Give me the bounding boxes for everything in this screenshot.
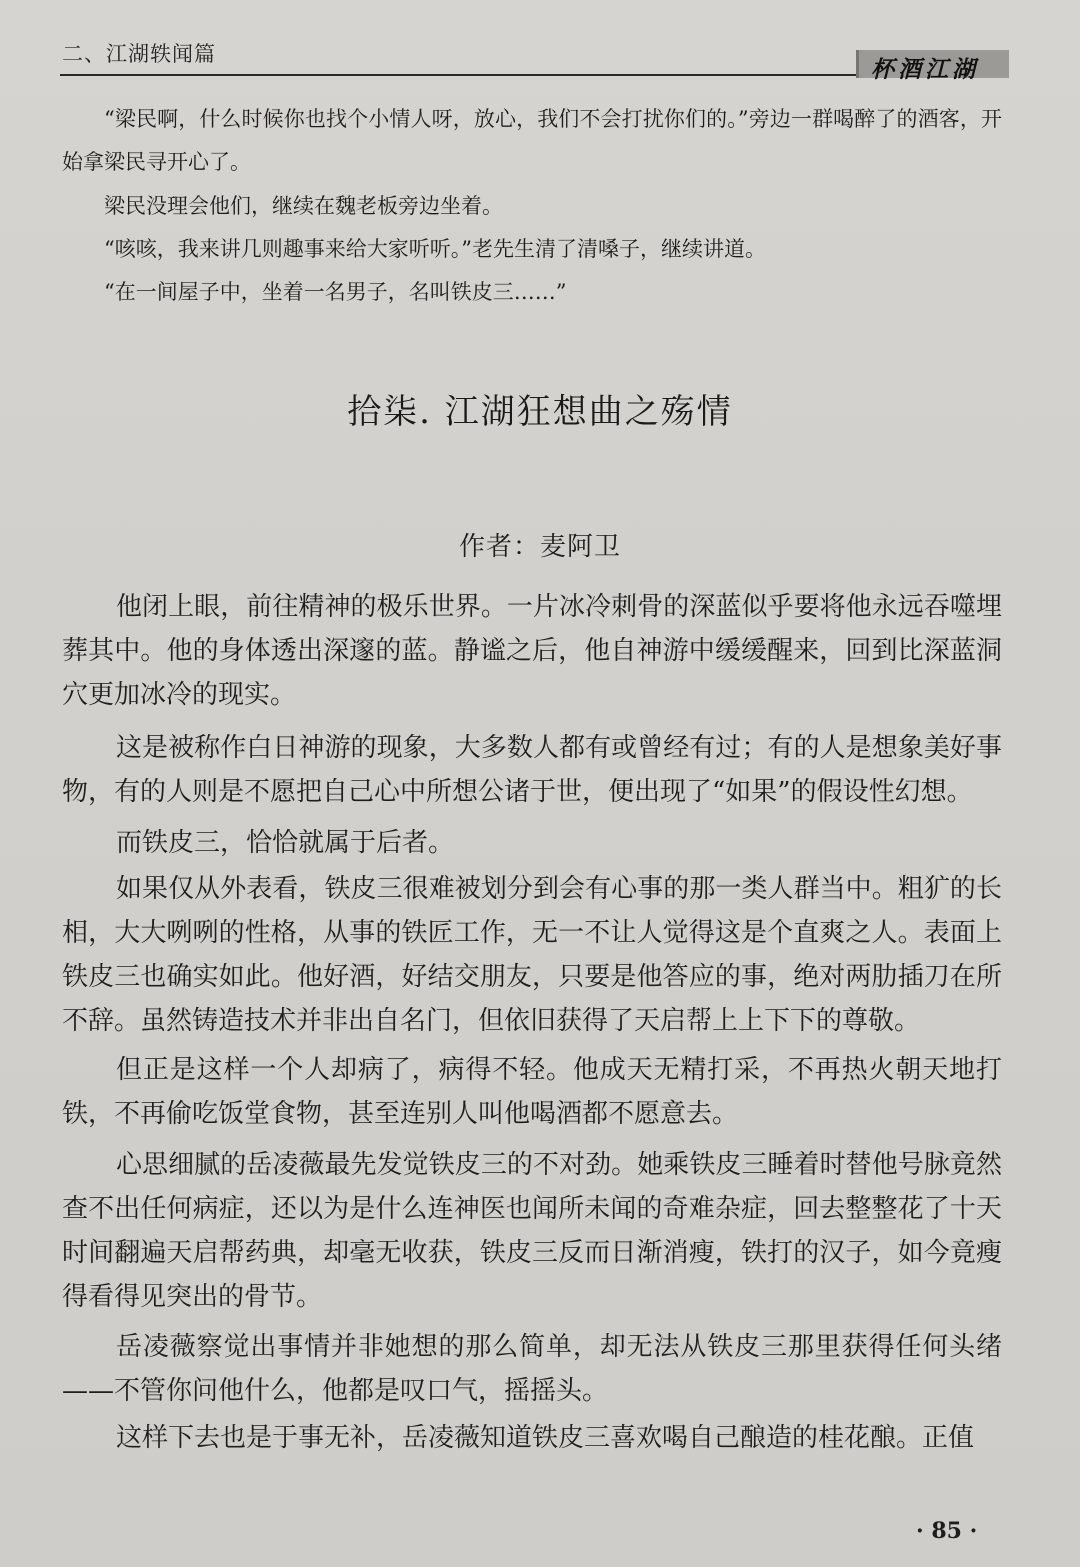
book-title: 杯酒江湖	[871, 56, 979, 83]
story-paragraph: “梁民啊，什么时候你也找个小情人呀，放心，我们不会打扰你们的。”旁边一群喝醉了的酒客，开始拿梁民寻开心了。	[62, 107, 1002, 174]
body-paragraph: 这样下去也是于事无补，岳凌薇知道铁皮三喜欢喝自己酿造的桂花酿。正值	[116, 1423, 975, 1453]
body-paragraph: 这是被称作白日神游的现象，大多数人都有或曾经有过；有的人是想象美好事物，有的人则是不愿把自己心中所想公诸于世，便出现了“如果”的假设性幻想。	[62, 733, 1002, 807]
page-number: · 85 ·	[916, 1518, 978, 1544]
body-paragraph: 但正是这样一个人却病了，病得不轻。他成天无精打采，不再热火朝天地打铁，不再偷吃饭堂食物，甚至连别人叫他喝酒都不愿意去。	[62, 1055, 1002, 1129]
story-paragraph: “咳咳，我来讲几则趣事来给大家听听。”老先生清了清嗓子，继续讲道。	[104, 237, 766, 261]
running-head: 二、江湖轶闻篇	[62, 42, 216, 66]
body-paragraph: 他闭上眼，前往精神的极乐世界。一片冰冷刺骨的深蓝似乎要将他永远吞噬埋葬其中。他的身体透出深邃的蓝。静谧之后，他自神游中缓缓醒来，回到比深蓝洞穴更加冰冷的现实。	[62, 592, 1002, 710]
body-paragraph: 心思细腻的岳凌薇最先发觉铁皮三的不对劲。她乘铁皮三睡着时替他号脉竟然查不出任何病症，还以为是什么连神医也闻所未闻的奇难杂症，回去整整花了十天时间翻遍天启帮药典，却毫无收获，铁皮三反而日渐消瘦，铁打的汉子，如今竟瘦得看得见突出的骨节。	[62, 1150, 1002, 1312]
body-paragraph: 如果仅从外表看，铁皮三很难被划分到会有心事的那一类人群当中。粗犷的长相，大大咧咧的性格，从事的铁匠工作，无一不让人觉得这是个直爽之人。表面上铁皮三也确实如此。他好酒，好结交朋友，只要是他答应的事，绝对两肋插刀在所不辞。虽然铸造技术并非出自名门，但依旧获得了天启帮上上下下的尊敬。	[62, 874, 1002, 1036]
book-title-tab	[856, 50, 1009, 83]
chapter-author: 作者：麦阿卫	[458, 532, 621, 562]
chapter-title: 拾柒. 江湖狂想曲之殇情	[347, 392, 733, 432]
body-paragraph: 而铁皮三，恰恰就属于后者。	[116, 828, 455, 858]
story-paragraph: 梁民没理会他们，继续在魏老板旁边坐着。	[104, 194, 503, 218]
body-paragraph: 岳凌薇察觉出事情并非她想的那么简单，却无法从铁皮三那里获得任何头绪——不管你问他什么，他都是叹口气，摇摇头。	[62, 1332, 1002, 1406]
story-paragraph: “在一间屋子中，坐着一名男子，名叫铁皮三……”	[104, 280, 567, 304]
